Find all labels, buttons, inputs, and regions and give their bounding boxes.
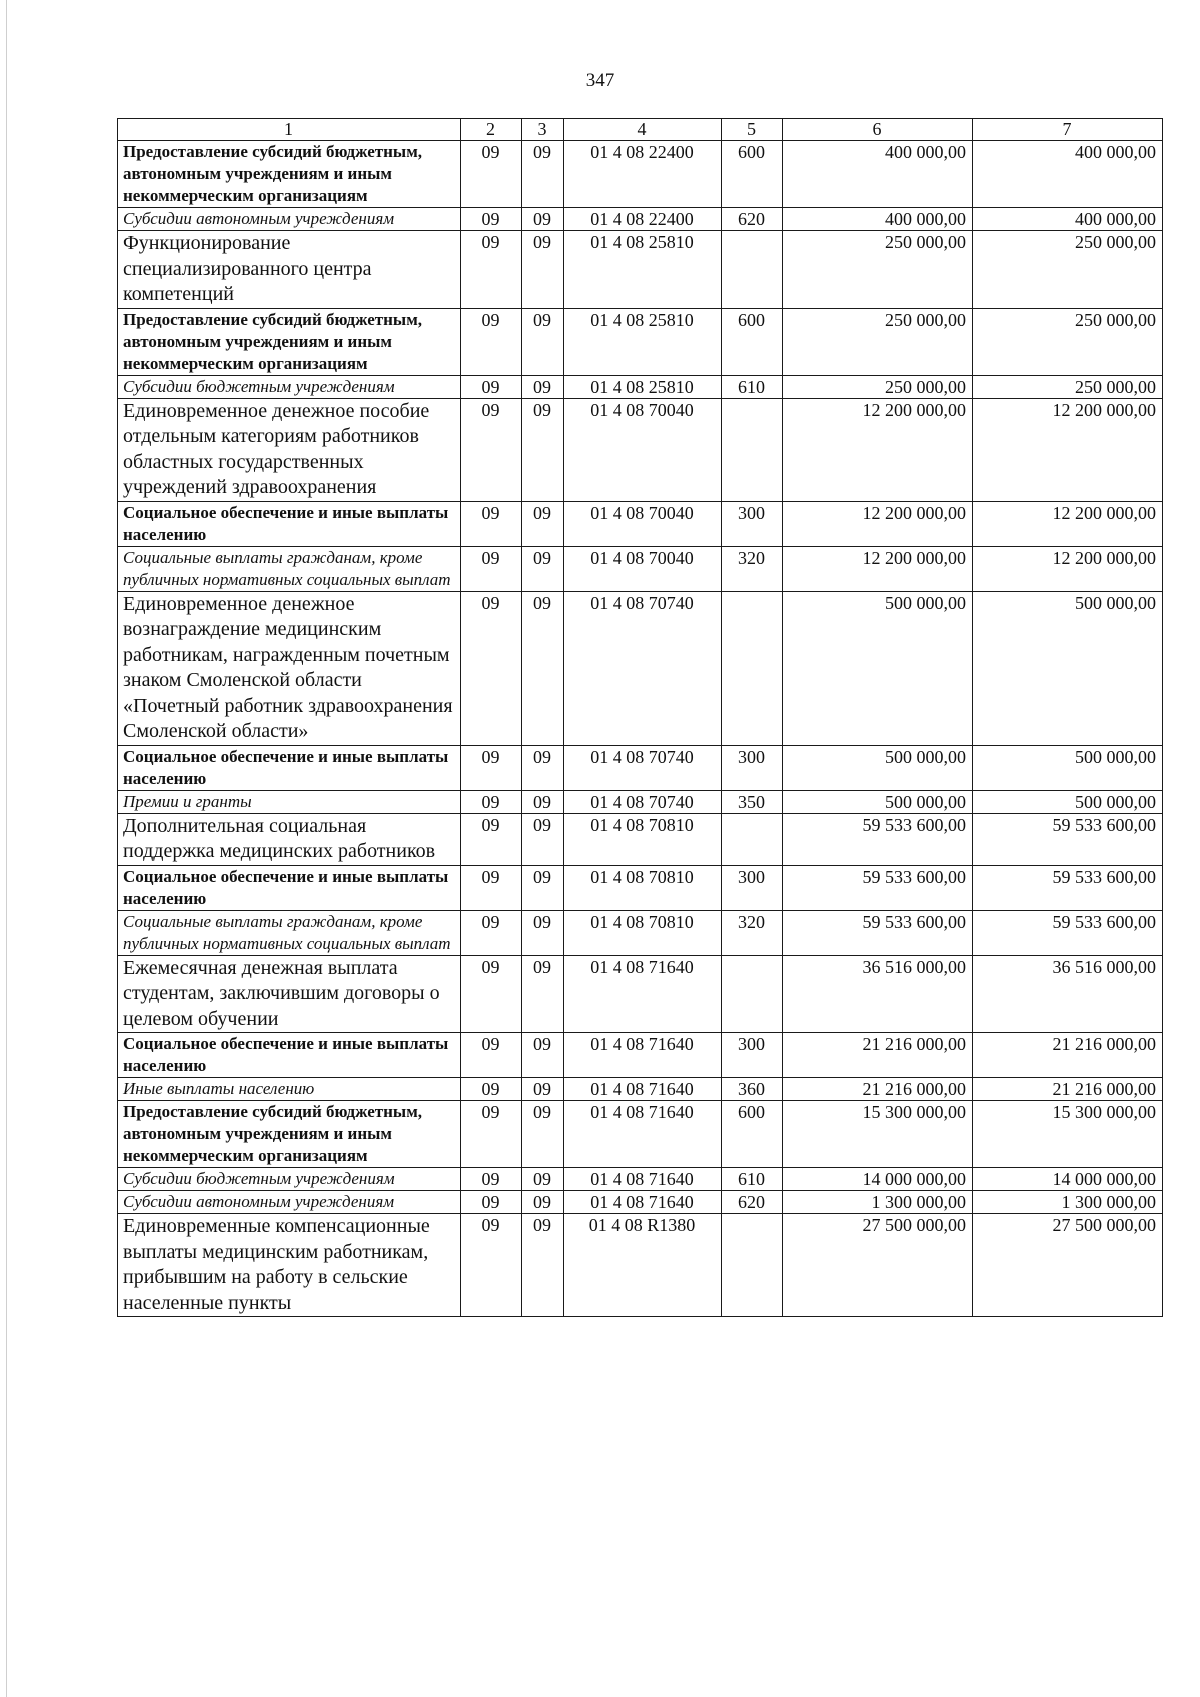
amount-year1-cell: 400 000,00 (783, 141, 973, 208)
table-header-row (118, 119, 1163, 141)
row-name-cell: Единовременное денежное пособие отдельным категориям работников областных государственных учреждений здравоохранения (118, 398, 461, 501)
column-header: 1 (118, 119, 461, 141)
target-article-cell: 01 4 08 71640 (564, 1101, 722, 1168)
amount-year2-cell: 21 216 000,00 (973, 1033, 1163, 1078)
subsection-code-cell: 09 (522, 910, 564, 955)
table-row (118, 955, 1163, 1033)
table-row (118, 1078, 1163, 1101)
amount-year1-cell: 500 000,00 (783, 790, 973, 813)
subsection-code-cell: 09 (522, 501, 564, 546)
column-header: 2 (461, 119, 522, 141)
subsection-code-cell: 09 (522, 1191, 564, 1214)
amount-year2-cell: 14 000 000,00 (973, 1168, 1163, 1191)
expense-type-cell (722, 813, 783, 865)
amount-year2-cell: 21 216 000,00 (973, 1078, 1163, 1101)
expense-type-cell: 600 (722, 308, 783, 375)
table-row (118, 591, 1163, 745)
amount-year2-cell: 500 000,00 (973, 790, 1163, 813)
row-name-cell: Иные выплаты населению (118, 1078, 461, 1101)
column-header: 7 (973, 119, 1163, 141)
section-code-cell: 09 (461, 398, 522, 501)
expense-type-cell: 300 (722, 745, 783, 790)
section-code-cell: 09 (461, 865, 522, 910)
expense-type-cell: 300 (722, 865, 783, 910)
target-article-cell: 01 4 08 25810 (564, 308, 722, 375)
amount-year2-cell: 500 000,00 (973, 745, 1163, 790)
expense-type-cell: 300 (722, 501, 783, 546)
amount-year2-cell: 400 000,00 (973, 208, 1163, 231)
table-row (118, 208, 1163, 231)
amount-year2-cell: 59 533 600,00 (973, 865, 1163, 910)
row-name-cell: Субсидии бюджетным учреждениям (118, 1168, 461, 1191)
row-name-cell: Субсидии бюджетным учреждениям (118, 375, 461, 398)
expense-type-cell (722, 1214, 783, 1317)
target-article-cell: 01 4 08 70810 (564, 910, 722, 955)
target-article-cell: 01 4 08 70740 (564, 745, 722, 790)
subsection-code-cell: 09 (522, 955, 564, 1033)
expense-type-cell (722, 231, 783, 309)
subsection-code-cell: 09 (522, 546, 564, 591)
expense-type-cell: 320 (722, 546, 783, 591)
row-name-cell: Социальные выплаты гражданам, кроме публичных нормативных социальных выплат (118, 910, 461, 955)
subsection-code-cell: 09 (522, 141, 564, 208)
section-code-cell: 09 (461, 745, 522, 790)
section-code-cell: 09 (461, 1101, 522, 1168)
table-row (118, 398, 1163, 501)
amount-year1-cell: 250 000,00 (783, 231, 973, 309)
table-row (118, 813, 1163, 865)
subsection-code-cell: 09 (522, 208, 564, 231)
section-code-cell: 09 (461, 910, 522, 955)
target-article-cell: 01 4 08 71640 (564, 1078, 722, 1101)
target-article-cell: 01 4 08 25810 (564, 231, 722, 309)
section-code-cell: 09 (461, 308, 522, 375)
section-code-cell: 09 (461, 231, 522, 309)
amount-year1-cell: 15 300 000,00 (783, 1101, 973, 1168)
row-name-cell: Социальное обеспечение и иные выплаты населению (118, 501, 461, 546)
section-code-cell: 09 (461, 790, 522, 813)
amount-year2-cell: 59 533 600,00 (973, 910, 1163, 955)
amount-year2-cell: 250 000,00 (973, 308, 1163, 375)
subsection-code-cell: 09 (522, 1214, 564, 1317)
amount-year1-cell: 12 200 000,00 (783, 501, 973, 546)
table-row (118, 1033, 1163, 1078)
expense-type-cell (722, 398, 783, 501)
table-row (118, 231, 1163, 309)
table-row (118, 1101, 1163, 1168)
table-row (118, 308, 1163, 375)
amount-year1-cell: 59 533 600,00 (783, 910, 973, 955)
subsection-code-cell: 09 (522, 865, 564, 910)
amount-year2-cell: 27 500 000,00 (973, 1214, 1163, 1317)
subsection-code-cell: 09 (522, 1078, 564, 1101)
amount-year1-cell: 250 000,00 (783, 308, 973, 375)
amount-year2-cell: 400 000,00 (973, 141, 1163, 208)
expense-type-cell: 610 (722, 375, 783, 398)
column-header: 5 (722, 119, 783, 141)
target-article-cell: 01 4 08 71640 (564, 1033, 722, 1078)
section-code-cell: 09 (461, 208, 522, 231)
column-header: 3 (522, 119, 564, 141)
section-code-cell: 09 (461, 501, 522, 546)
amount-year2-cell: 12 200 000,00 (973, 546, 1163, 591)
amount-year1-cell: 14 000 000,00 (783, 1168, 973, 1191)
amount-year2-cell: 15 300 000,00 (973, 1101, 1163, 1168)
amount-year1-cell: 59 533 600,00 (783, 813, 973, 865)
target-article-cell: 01 4 08 70040 (564, 398, 722, 501)
section-code-cell: 09 (461, 141, 522, 208)
subsection-code-cell: 09 (522, 591, 564, 745)
row-name-cell: Субсидии автономным учреждениям (118, 1191, 461, 1214)
expense-type-cell: 300 (722, 1033, 783, 1078)
subsection-code-cell: 09 (522, 231, 564, 309)
row-name-cell: Премии и гранты (118, 790, 461, 813)
table-row (118, 375, 1163, 398)
table-row (118, 745, 1163, 790)
section-code-cell: 09 (461, 1191, 522, 1214)
amount-year1-cell: 21 216 000,00 (783, 1078, 973, 1101)
section-code-cell: 09 (461, 591, 522, 745)
subsection-code-cell: 09 (522, 745, 564, 790)
subsection-code-cell: 09 (522, 813, 564, 865)
table-row (118, 790, 1163, 813)
target-article-cell: 01 4 08 70040 (564, 546, 722, 591)
page-number: 347 (585, 70, 615, 91)
expense-type-cell: 360 (722, 1078, 783, 1101)
row-name-cell: Социальные выплаты гражданам, кроме публичных нормативных социальных выплат (118, 546, 461, 591)
expense-type-cell: 620 (722, 1191, 783, 1214)
section-code-cell: 09 (461, 1078, 522, 1101)
row-name-cell: Социальное обеспечение и иные выплаты населению (118, 745, 461, 790)
subsection-code-cell: 09 (522, 790, 564, 813)
target-article-cell: 01 4 08 22400 (564, 141, 722, 208)
expense-type-cell: 320 (722, 910, 783, 955)
amount-year2-cell: 500 000,00 (973, 591, 1163, 745)
subsection-code-cell: 09 (522, 1101, 564, 1168)
amount-year1-cell: 12 200 000,00 (783, 546, 973, 591)
target-article-cell: 01 4 08 R1380 (564, 1214, 722, 1317)
table-row (118, 1168, 1163, 1191)
subsection-code-cell: 09 (522, 375, 564, 398)
amount-year1-cell: 500 000,00 (783, 745, 973, 790)
target-article-cell: 01 4 08 70810 (564, 865, 722, 910)
amount-year2-cell: 12 200 000,00 (973, 501, 1163, 546)
row-name-cell: Единовременные компенсационные выплаты медицинским работникам, прибывшим на работу в сельские населенные пункты (118, 1214, 461, 1317)
amount-year1-cell: 1 300 000,00 (783, 1191, 973, 1214)
row-name-cell: Ежемесячная денежная выплата студентам, заключившим договоры о целевом обучении (118, 955, 461, 1033)
row-name-cell: Предоставление субсидий бюджетным, автономным учреждениям и иным некоммерческим организациям (118, 141, 461, 208)
amount-year1-cell: 59 533 600,00 (783, 865, 973, 910)
target-article-cell: 01 4 08 71640 (564, 955, 722, 1033)
expense-type-cell (722, 591, 783, 745)
table-row (118, 865, 1163, 910)
subsection-code-cell: 09 (522, 308, 564, 375)
expense-type-cell: 610 (722, 1168, 783, 1191)
column-header: 4 (564, 119, 722, 141)
row-name-cell: Единовременное денежное вознаграждение медицинским работникам, награжденным почетным знаком Смоленской области «Почетный работник здравоохранения Смоленской области» (118, 591, 461, 745)
amount-year1-cell: 250 000,00 (783, 375, 973, 398)
section-code-cell: 09 (461, 546, 522, 591)
expense-type-cell (722, 955, 783, 1033)
amount-year1-cell: 500 000,00 (783, 591, 973, 745)
expense-type-cell: 600 (722, 1101, 783, 1168)
row-name-cell: Социальное обеспечение и иные выплаты населению (118, 1033, 461, 1078)
table-row (118, 501, 1163, 546)
target-article-cell: 01 4 08 70810 (564, 813, 722, 865)
expense-type-cell: 350 (722, 790, 783, 813)
amount-year1-cell: 36 516 000,00 (783, 955, 973, 1033)
section-code-cell: 09 (461, 1214, 522, 1317)
scan-margin-line (6, 0, 7, 1697)
row-name-cell: Предоставление субсидий бюджетным, автономным учреждениям и иным некоммерческим организациям (118, 1101, 461, 1168)
section-code-cell: 09 (461, 955, 522, 1033)
row-name-cell: Функционирование специализированного центра компетенций (118, 231, 461, 309)
row-name-cell: Дополнительная социальная поддержка медицинских работников (118, 813, 461, 865)
section-code-cell: 09 (461, 813, 522, 865)
target-article-cell: 01 4 08 70040 (564, 501, 722, 546)
target-article-cell: 01 4 08 22400 (564, 208, 722, 231)
table-row (118, 910, 1163, 955)
amount-year1-cell: 21 216 000,00 (783, 1033, 973, 1078)
amount-year2-cell: 12 200 000,00 (973, 398, 1163, 501)
amount-year2-cell: 36 516 000,00 (973, 955, 1163, 1033)
target-article-cell: 01 4 08 71640 (564, 1168, 722, 1191)
row-name-cell: Субсидии автономным учреждениям (118, 208, 461, 231)
amount-year2-cell: 250 000,00 (973, 375, 1163, 398)
expense-type-cell: 620 (722, 208, 783, 231)
target-article-cell: 01 4 08 70740 (564, 591, 722, 745)
amount-year1-cell: 400 000,00 (783, 208, 973, 231)
target-article-cell: 01 4 08 70740 (564, 790, 722, 813)
column-header: 6 (783, 119, 973, 141)
table-row (118, 1191, 1163, 1214)
row-name-cell: Предоставление субсидий бюджетным, автономным учреждениям и иным некоммерческим организациям (118, 308, 461, 375)
amount-year1-cell: 12 200 000,00 (783, 398, 973, 501)
table-row (118, 1214, 1163, 1317)
section-code-cell: 09 (461, 1033, 522, 1078)
amount-year1-cell: 27 500 000,00 (783, 1214, 973, 1317)
section-code-cell: 09 (461, 375, 522, 398)
expense-type-cell: 600 (722, 141, 783, 208)
table-row (118, 141, 1163, 208)
table-row (118, 546, 1163, 591)
target-article-cell: 01 4 08 71640 (564, 1191, 722, 1214)
amount-year2-cell: 250 000,00 (973, 231, 1163, 309)
subsection-code-cell: 09 (522, 1033, 564, 1078)
budget-table (117, 118, 1163, 1317)
row-name-cell: Социальное обеспечение и иные выплаты населению (118, 865, 461, 910)
section-code-cell: 09 (461, 1168, 522, 1191)
target-article-cell: 01 4 08 25810 (564, 375, 722, 398)
amount-year2-cell: 1 300 000,00 (973, 1191, 1163, 1214)
amount-year2-cell: 59 533 600,00 (973, 813, 1163, 865)
subsection-code-cell: 09 (522, 398, 564, 501)
subsection-code-cell: 09 (522, 1168, 564, 1191)
